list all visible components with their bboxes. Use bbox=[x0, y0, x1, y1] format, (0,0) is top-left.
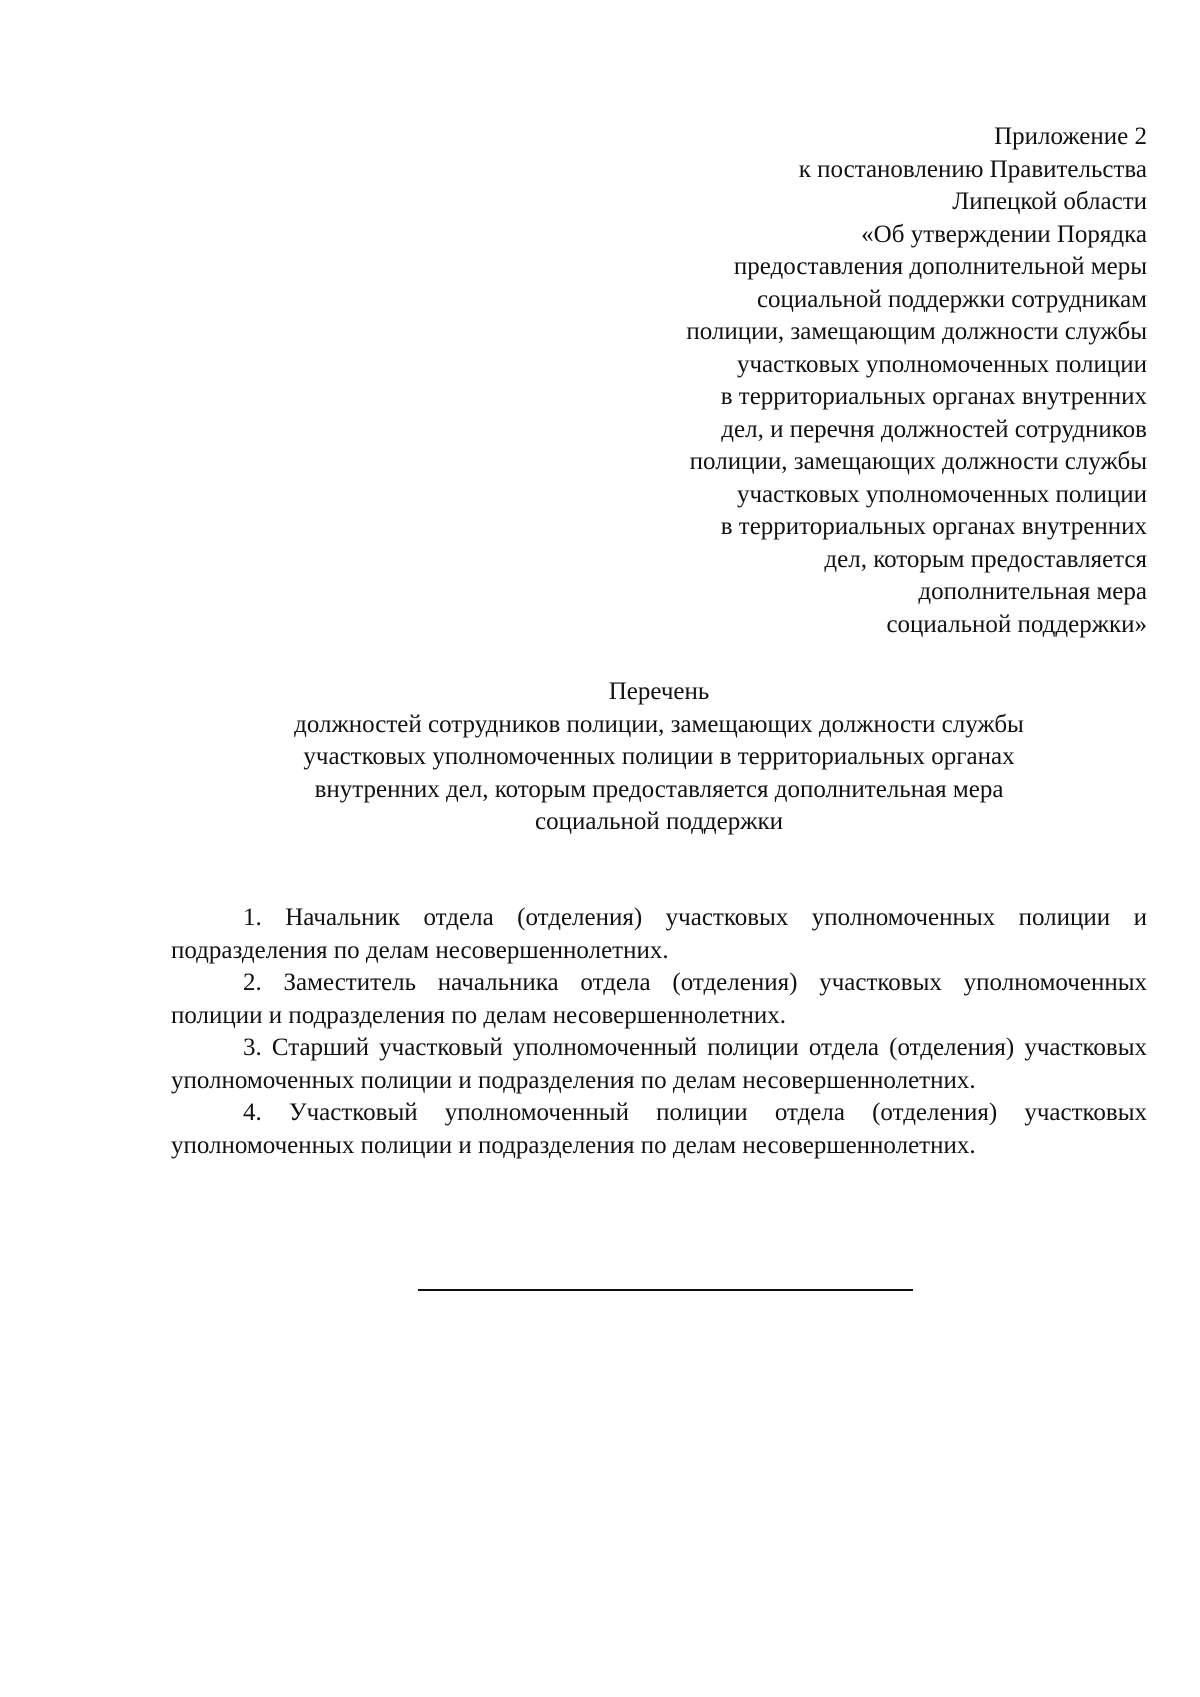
appendix-line: полиции, замещающих должности службы bbox=[689, 448, 1147, 475]
appendix-line: полиции, замещающим должности службы bbox=[686, 318, 1147, 345]
appendix-line: участковых уполномоченных полиции bbox=[736, 350, 1147, 378]
document-title bbox=[171, 676, 1147, 839]
list-item: 2. Заместитель начальника отдела (отделения) участковых уполномоченных полиции и подразделения по делам несовершеннолетних. bbox=[171, 969, 1147, 1029]
appendix-header bbox=[587, 121, 1147, 641]
title-line: участковых уполномоченных полиции в территориальных органах bbox=[303, 743, 1015, 770]
title-line: внутренних дел, которым предоставляется дополнительная мера bbox=[314, 775, 1004, 803]
appendix-line: предоставления дополнительной меры bbox=[733, 253, 1147, 280]
appendix-line: дел, и перечня должностей сотрудников bbox=[721, 415, 1147, 443]
appendix-line: Приложение 2 bbox=[994, 123, 1147, 150]
appendix-line: участковых уполномоченных полиции bbox=[736, 480, 1147, 508]
list-item: 3. Старший участковый уполномоченный полиции отдела (отделения) участковых уполномоченных полиции и подразделения по делам несовершеннолетних. bbox=[171, 1034, 1147, 1094]
appendix-line: дополнительная мера bbox=[918, 578, 1147, 605]
appendix-line: в территориальных органах внутренних bbox=[720, 383, 1147, 410]
appendix-line: социальной поддержки сотрудникам bbox=[756, 285, 1147, 313]
list-item: 1. Начальник отдела (отделения) участковых уполномоченных полиции и подразделения по делам несовершеннолетних. bbox=[171, 904, 1147, 964]
title-line: должностей сотрудников полиции, замещающих должности службы bbox=[294, 710, 1024, 738]
positions-list bbox=[171, 902, 1147, 1162]
appendix-line: Липецкой области bbox=[952, 188, 1147, 215]
list-item: 4. Участковый уполномоченный полиции отдела (отделения) участковых уполномоченных полиции и подразделения по делам несовершеннолетних. bbox=[171, 1099, 1147, 1159]
appendix-line: социальной поддержки» bbox=[886, 610, 1147, 638]
appendix-line: дел, которым предоставляется bbox=[824, 545, 1147, 573]
appendix-line: «Об утверждении Порядка bbox=[861, 220, 1147, 248]
title-line: социальной поддержки bbox=[534, 808, 784, 835]
end-separator-line bbox=[418, 1289, 913, 1291]
appendix-line: к постановлению Правительства bbox=[798, 155, 1147, 183]
title-heading: Перечень bbox=[608, 678, 710, 705]
appendix-line: в территориальных органах внутренних bbox=[720, 513, 1147, 540]
